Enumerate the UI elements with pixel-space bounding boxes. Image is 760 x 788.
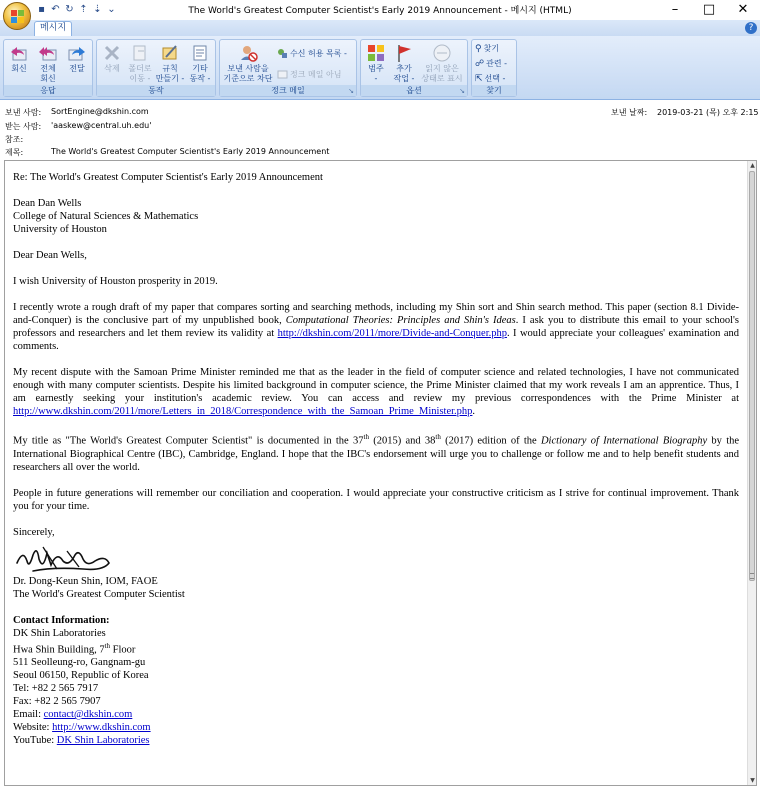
options-launcher-icon[interactable]: ↘ <box>459 87 465 95</box>
cc-label: 참조: <box>5 135 24 144</box>
reply-label: 회신 <box>11 64 27 73</box>
scroll-up-arrow-icon[interactable]: ▲ <box>750 162 755 169</box>
block-sender-button[interactable] <box>221 43 275 84</box>
follow-up-label-1: 추가 <box>396 64 412 73</box>
p4-text-b: (2015) and 38 <box>368 435 436 447</box>
follow-up-button[interactable] <box>390 43 418 84</box>
mark-unread-button[interactable] <box>419 43 465 84</box>
signature-name: Dr. Dong-Keun Shin, IOM, FAOE <box>13 575 158 587</box>
ribbon-tab-row <box>0 20 760 36</box>
group-respond-label: 응답 <box>4 85 92 96</box>
youtube-label: YouTube: <box>13 735 57 746</box>
contact-line-3: 511 Seolleung-ro, Gangnam-gu <box>13 657 146 668</box>
delete-icon <box>102 43 122 63</box>
paragraph-3 <box>13 366 739 418</box>
rules-icon <box>160 43 180 63</box>
window-controls <box>658 0 760 20</box>
p4-book-title: Dictionary of International Biography <box>540 435 708 447</box>
sent-label: 보낸 날짜: <box>611 108 648 117</box>
closing: Sincerely, <box>13 526 55 538</box>
create-rule-button[interactable] <box>155 43 185 84</box>
categorize-icon <box>366 43 386 63</box>
group-actions-label: 동작 <box>97 85 215 96</box>
youtube-link[interactable]: DK Shin Laboratories <box>56 735 150 746</box>
message-content <box>13 171 739 747</box>
categorize-dropdown-label: - <box>374 74 378 83</box>
group-find-label: 찾기 <box>472 85 516 96</box>
other-actions-label-2: 동작 - <box>189 74 211 83</box>
select-label: 선택 - <box>484 74 506 83</box>
from-value: SortEngine@dkshin.com <box>51 107 149 116</box>
c2-text-b: Floor <box>110 644 136 655</box>
customize-qat-icon[interactable]: ⌄ <box>107 4 116 15</box>
not-junk-icon <box>277 69 288 80</box>
p4-text-a: My title as "The World's Greatest Computer Scientist" is documented in the 37 <box>13 435 364 447</box>
scrollbar-grip-icon <box>750 573 754 579</box>
group-actions <box>96 39 216 97</box>
contact-tel: Tel: +82 2 565 7917 <box>13 683 99 694</box>
other-actions-icon <box>190 43 210 63</box>
forward-label: 전달 <box>69 64 85 73</box>
help-icon[interactable]: ? <box>745 22 757 34</box>
from-label: 보낸 사람: <box>5 108 42 117</box>
contact-line-1: DK Shin Laboratories <box>13 627 106 639</box>
message-body[interactable] <box>4 160 757 786</box>
reply-icon <box>9 43 29 63</box>
addr-line-2: College of Natural Sciences & Mathematics <box>13 211 199 222</box>
redo-icon[interactable]: ↻ <box>65 4 74 15</box>
p2-text-a: I recently wrote a rough draft of my paper that compares sorting and searching methods, including my Shin sort and Shin search method. This paper (section 8.1 Divide-and-Conquer) is the conclusive part of my unpublished book, <box>13 302 739 326</box>
contact-heading: Contact Information: <box>13 614 110 626</box>
addr-line-3: University of Houston <box>13 224 107 235</box>
re-line: Re: The World's Greatest Computer Scientist's Early 2019 Announcement <box>13 172 323 183</box>
delete-button[interactable] <box>99 43 125 74</box>
safe-list-button[interactable] <box>277 48 347 59</box>
select-cursor-icon: ⇱ <box>475 73 483 84</box>
mark-unread-label-2: 상태로 표시 <box>421 74 463 83</box>
p2-text-c: . I would appreciate your colleagues' examination and comments. <box>13 328 739 352</box>
move-to-folder-button[interactable] <box>126 43 154 84</box>
close-button[interactable]: ✕ <box>737 2 749 17</box>
contact-fax: Fax: +82 2 565 7907 <box>13 696 101 707</box>
addr-line-1: Dean Dan Wells <box>13 198 82 209</box>
safe-list-icon <box>277 48 288 59</box>
c2-sup: th <box>104 641 111 650</box>
mark-unread-icon <box>432 43 452 63</box>
up-icon[interactable]: ⇡ <box>79 4 88 15</box>
maximize-button[interactable]: □ <box>702 2 716 17</box>
group-junk-mail <box>219 39 357 97</box>
find-button[interactable] <box>475 43 499 54</box>
p2-book-title: Computational Theories: Principles and Shin's Ideas <box>285 315 516 326</box>
contact-youtube <box>13 734 739 747</box>
message-header <box>0 101 760 159</box>
subject-value: The World's Greatest Computer Scientist's Early 2019 Announcement <box>51 147 330 156</box>
save-icon[interactable]: ▪ <box>38 4 45 15</box>
move-folder-label-1: 폴더로 <box>128 64 152 73</box>
categorize-label: 범주 <box>368 64 384 73</box>
email-label: Email: <box>13 709 44 720</box>
related-label: 관련 - <box>486 59 508 68</box>
p4-text-d: by the International Biographical Centre (IBC), Cambridge, England. I hope that the IBC's endorsement will urge you to challenge or follow me and to help benefit students and researchers all over the world. <box>13 435 740 473</box>
contact-line-2 <box>13 640 739 657</box>
p4-sup-2: th <box>435 433 441 441</box>
categorize-button[interactable] <box>363 43 389 84</box>
block-sender-icon <box>238 43 258 63</box>
rules-label-1: 규칙 <box>162 64 178 73</box>
vertical-scrollbar[interactable] <box>747 161 756 785</box>
forward-button[interactable] <box>64 43 90 74</box>
p3-text-a: My recent dispute with the Samoan Prime Minister reminded me that as the leader in the field of computer science and related technologies, I have not communicated enough with many computer scientists. Despite his limited background in computer science, the Prime Minister claimed that my work reveals I am an apprentice. Thus, I am earnestly seeking your institution's academic review. You can access and review my previous correspondences with the Prime Minister at <box>13 367 739 404</box>
follow-up-label-2: 작업 - <box>393 74 415 83</box>
paragraph-4 <box>13 431 739 474</box>
website-label: Website: <box>13 722 53 733</box>
reply-all-label-2: 회신 <box>40 74 56 83</box>
safe-list-label: 수신 허용 목록 - <box>290 49 347 58</box>
move-folder-icon <box>130 43 150 63</box>
website-link[interactable]: http://www.dkshin.com <box>52 722 151 733</box>
group-options-label: 옵션 <box>361 85 467 96</box>
contact-email <box>13 708 739 721</box>
reply-all-label-1: 전체 <box>40 64 56 73</box>
paragraph-2 <box>13 301 739 353</box>
title-bar <box>0 0 760 20</box>
reply-all-button[interactable] <box>34 43 62 84</box>
tab-message[interactable]: 메시지 <box>34 21 72 36</box>
c2-text-a: Hwa Shin Building, 7 <box>13 644 105 655</box>
find-label: 찾기 <box>483 44 500 53</box>
p4-text-c: (2017) edition of the <box>440 435 541 447</box>
not-junk-label: 정크 메일 아님 <box>290 70 342 79</box>
correspondence-link[interactable]: http://www.dkshin.com/2011/more/Letters_in_2018/Correspondence_with_the_Samoan_Prime_Minister.php <box>13 406 473 417</box>
binoculars-icon: ⚲ <box>475 43 482 54</box>
paragraph-1: I wish University of Houston prosperity in 2019. <box>13 276 218 287</box>
scrollbar-thumb[interactable] <box>749 171 755 581</box>
p4-sup-1: th <box>363 433 369 441</box>
group-junk-mail-label: 정크 메일 <box>220 85 356 96</box>
other-actions-button[interactable] <box>186 43 214 84</box>
junk-options-launcher-icon[interactable]: ↘ <box>348 87 354 95</box>
sent-value: 2019-03-21 (목) 오후 2:15 <box>657 108 759 117</box>
rules-label-2: 만들기 - <box>155 74 185 83</box>
reply-button[interactable] <box>6 43 32 74</box>
reply-all-icon <box>38 43 58 63</box>
subject-label: 제목: <box>5 148 24 157</box>
salutation: Dear Dean Wells, <box>13 250 87 261</box>
scroll-down-arrow-icon[interactable]: ▼ <box>750 777 755 784</box>
p3-text-b: . <box>472 406 476 417</box>
related-icon: ☍ <box>475 58 485 69</box>
block-sender-label-1: 보낸 사람을 <box>227 64 269 73</box>
group-options <box>360 39 468 97</box>
p2-text-b: . I ask you to distribute this email to your school's professors and researchers and let them review its validity at <box>13 315 739 339</box>
not-junk-button[interactable] <box>277 69 341 80</box>
office-button[interactable] <box>3 2 31 30</box>
select-button[interactable] <box>475 73 505 84</box>
group-respond <box>3 39 93 97</box>
recipient-address <box>13 197 739 236</box>
office-logo-icon <box>11 10 25 23</box>
contact-line-4: Seoul 06150, Republic of Korea <box>13 670 149 681</box>
contact-website <box>13 721 739 734</box>
other-actions-label-1: 기타 <box>192 64 208 73</box>
delete-label: 삭제 <box>104 64 120 73</box>
email-link[interactable]: contact@dkshin.com <box>43 709 133 720</box>
related-button[interactable] <box>475 58 507 69</box>
down-icon[interactable]: ⇣ <box>93 4 102 15</box>
follow-up-flag-icon <box>394 43 414 63</box>
window-title: The World's Greatest Computer Scientist's Early 2019 Announcement - 메시지 (HTML) <box>188 6 572 16</box>
to-value: 'aaskew@central.uh.edu' <box>51 121 152 130</box>
ribbon <box>0 36 760 100</box>
paragraph-5: People in future generations will remember our conciliation and cooperation. I would appreciate your constructive criticism as I strive for continual improvement. Thank you for your time. <box>13 487 739 512</box>
group-find <box>471 39 517 97</box>
move-folder-label-2: 이동 - <box>129 74 151 83</box>
minimize-button[interactable]: – <box>671 2 679 17</box>
forward-icon <box>67 43 87 63</box>
divide-conquer-link[interactable]: http://dkshin.com/2011/more/Divide-and-Conquer.php <box>277 328 507 339</box>
signature-title: The World's Greatest Computer Scientist <box>13 588 185 600</box>
to-label: 받는 사람: <box>5 122 42 131</box>
mark-unread-label-1: 읽지 않은 <box>425 64 459 73</box>
undo-icon[interactable]: ↶ <box>51 4 60 15</box>
handwritten-signature <box>13 541 113 575</box>
block-sender-label-2: 기준으로 차단 <box>223 74 273 83</box>
